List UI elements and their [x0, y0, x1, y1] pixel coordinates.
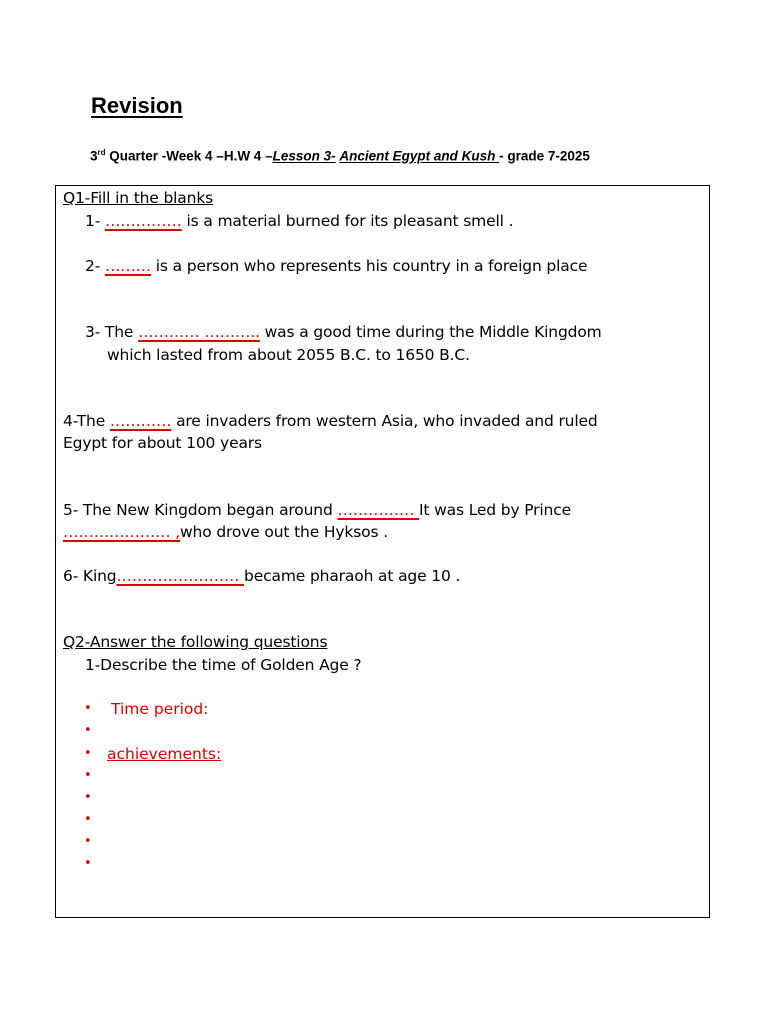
fill-blank-3[interactable]: ………… ………..: [138, 323, 260, 341]
worksheet-subtitle: [90, 148, 590, 164]
bullet-icon: •: [84, 834, 92, 849]
bullet-icon: •: [84, 723, 92, 738]
q1-item-4: 4-The ………… are invaders from western Asia, who invaded and ruled: [63, 412, 598, 430]
fill-blank-5a[interactable]: ……………: [337, 501, 419, 519]
bullet-icon: •: [84, 746, 92, 761]
fill-blank-1[interactable]: ……………: [104, 212, 182, 230]
fill-blank-6[interactable]: ……………………: [116, 567, 245, 585]
quarter-number: 3: [90, 148, 98, 164]
q1-item-6: 6- King…………………… became pharaoh at age 10 .: [63, 567, 461, 585]
q1-item-1: 1- …………… is a material burned for its pleasant smell .: [85, 212, 514, 230]
q1-item-4-continued: Egypt for about 100 years: [63, 434, 262, 452]
fill-blank-4[interactable]: …………: [109, 412, 172, 430]
q1-item-5: 5- The New Kingdom began around …………… It was Led by Prince: [63, 501, 571, 519]
q2-header: Q2-Answer the following questions: [63, 633, 328, 651]
quarter-ordinal-suffix: rd: [97, 148, 106, 157]
lesson-label: Lesson 3-: [272, 148, 336, 164]
q1-item-5-continued: ………………… ,who drove out the Hyksos .: [63, 523, 388, 541]
bullet-icon: •: [84, 768, 92, 783]
grade-text: - grade 7-2025: [499, 148, 590, 164]
fill-blank-5b[interactable]: ………………… ,: [63, 523, 181, 541]
achievements-label: achievements:: [107, 745, 222, 763]
fill-blank-2[interactable]: ………: [104, 257, 151, 275]
q1-header: Q1-Fill in the blanks: [63, 189, 214, 207]
bullet-icon: •: [84, 856, 92, 871]
time-period-label: Time period:: [111, 700, 209, 718]
quarter-week-text: Quarter -Week 4 –H.W 4 –: [105, 148, 273, 164]
bullet-icon: •: [84, 790, 92, 805]
lesson-topic: Ancient Egypt and Kush: [339, 148, 500, 164]
q1-item-3: 3- The ………… ……….. was a good time during the Middle Kingdom: [85, 323, 602, 341]
bullet-icon: •: [84, 812, 92, 827]
q1-item-3-continued: which lasted from about 2055 B.C. to 1650 B.C.: [107, 346, 470, 364]
q1-item-2: 2- ……… is a person who represents his country in a foreign place: [85, 257, 588, 275]
bullet-icon: •: [84, 701, 92, 716]
page-title: Revision: [91, 93, 183, 118]
q2-question-1: 1-Describe the time of Golden Age ?: [85, 656, 362, 674]
questions-box: [55, 185, 710, 918]
